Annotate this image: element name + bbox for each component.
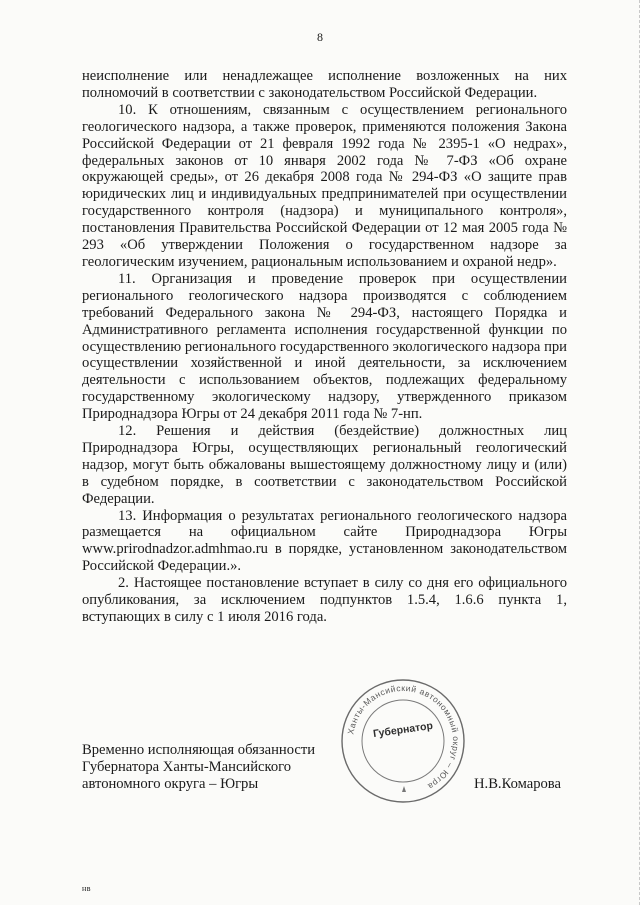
paragraph-2-effective-date: 2. Настоящее постановление вступает в силу со дня его официального опубликования, за исключением подпунктов 1.5.4, 1.6.6 пункта 1, вступающих в силу с 1 июля 2016 года. <box>82 575 567 625</box>
page-number: 8 <box>317 30 323 44</box>
seal-ring-text: Ханты-Мансийский автономный округ – Югра <box>345 682 462 792</box>
document-body <box>82 68 567 626</box>
signature-position-line2: Губернатора Ханты-Мансийского <box>82 759 292 775</box>
paragraph-12: 12. Решения и действия (бездействие) должностных лиц Природнадзора Югры, осуществляющих региональный геологический надзор, могут быть обжалованы вышестоящему должностному лицу и (или) в судебном порядке, в соответствии с законодательством Российской Федерации. <box>82 423 567 507</box>
scan-edge-divider <box>636 0 640 905</box>
paragraph-continuation: неисполнение или ненадлежащее исполнение возложенных на них полномочий в соответствии с законодательством Российской Федерации. <box>82 68 567 101</box>
governor-seal <box>338 676 468 806</box>
paragraph-13: 13. Информация о результатах регионального геологического надзора размещается на официальном сайте Природнадзора Югры www.prirodnadzor.admhmao.ru в порядке, установленном законодательством Российской Федерации.». <box>82 507 567 575</box>
signature-position <box>82 742 322 793</box>
signature-position-line1: Временно исполняющая обязанности <box>82 742 316 758</box>
paragraph-11: 11. Организация и проведение проверок при осуществлении регионального геологического надзора производятся с соблюдением требований Федерального закона № 294-ФЗ, настоящего Порядка и Административного регламента исполнения государственной функции по осуществлению регионального государственного экологического надзора при осуществлении хозяйственной и иной деятельности, за исключением деятельности с использованием объектов, подлежащих федеральному государственному экологическому надзору, утвержденного приказом Природнадзора Югры от 24 декабря 2011 года № 7-нп. <box>82 270 567 423</box>
paragraph-10: 10. К отношениям, связанным с осуществлением регионального геологического надзора, а также проверок, применяются положения Закона Российской Федерации от 21 февраля 1992 года № 2395-1 «О недрах», федеральных законов от 10 января 2002 года № 7-ФЗ «Об охране окружающей среды», от 26 декабря 2008 года № 294-ФЗ «О защите прав юридических лиц и индивидуальных предпринимателей при осуществлении государственного контроля (надзора) и муниципального контроля», постановления Правительства Российской Федерации от 12 мая 2005 года № 293 «Об утверждении Положения о государственном надзоре за геологическим изучением, рациональным использованием и охраной недр». <box>82 101 567 270</box>
author-initials: нв <box>82 884 92 893</box>
signatory-name: Н.В.Комарова <box>474 776 561 792</box>
seal-center-text: Губернатор <box>372 719 434 741</box>
signature-position-line3: автономного округа – Югры <box>82 776 259 792</box>
